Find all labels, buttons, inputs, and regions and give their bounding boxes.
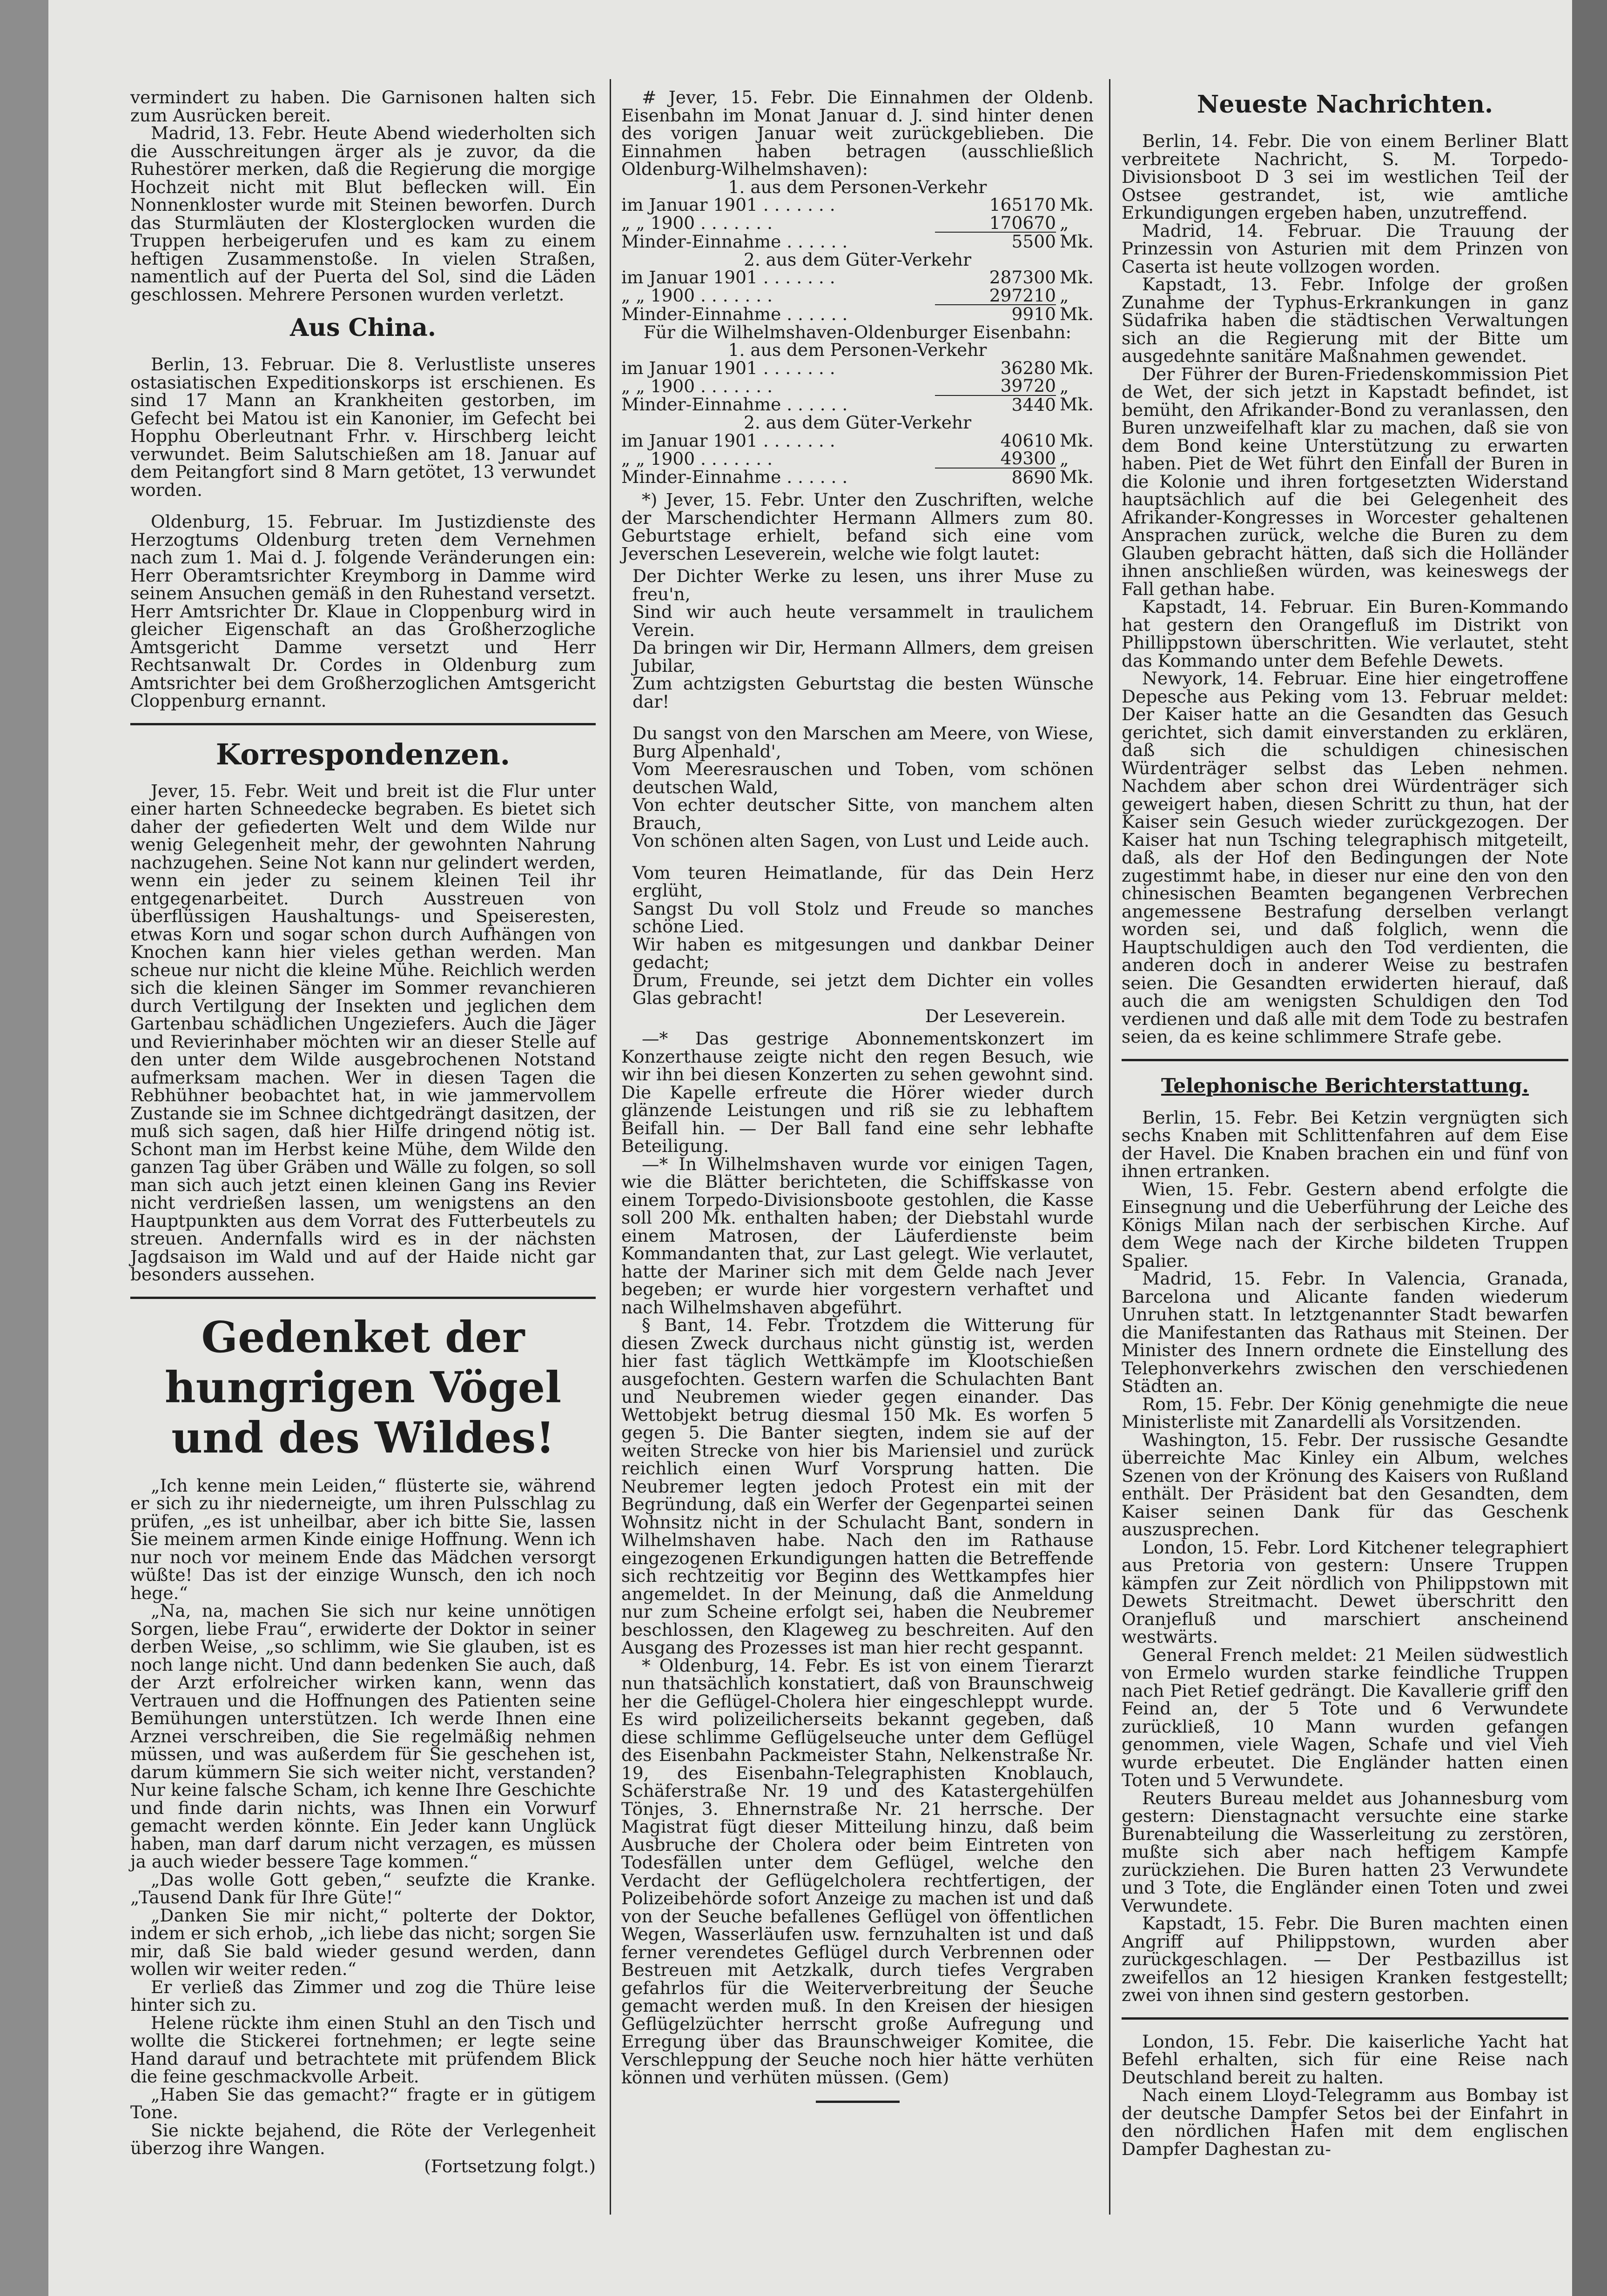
table-value: 297210 xyxy=(989,285,1056,306)
table-value: 39720 xyxy=(1000,375,1056,396)
news-item: Wien, 15. Febr. Gestern abend erfolgte die Einsegnung und die Ueberführung der Leiche des Königs Milan nach der serbischen Kirche. Auf dem Wege nach der Kirche bildeten Truppen Spalier. xyxy=(1122,1178,1568,1271)
poem-line: Sind wir auch heute versammelt in traulichem Verein. xyxy=(632,602,1094,640)
news-item: Nach einem Lloyd-Telegramm aus Bombay ist der deutsche Dampfer Setos bei der Einfahrt in den nördlichen Hafen mit dem englischen Dampfer Daghestan zu- xyxy=(1122,2085,1568,2159)
poem-line: Der Dichter Werke zu lesen, uns ihrer Muse zu freu'n, xyxy=(632,566,1094,604)
story-paragraph: „Danken Sie mir nicht,“ polterte der Doktor, indem er sich erhob, „ich liebe das nicht; sorgen Sie mir, daß Sie bald wieder gesund werden, dann wollen wir weiter reden.“ xyxy=(130,1905,596,1979)
poem xyxy=(632,567,1094,1025)
story-paragraph: Helene rückte ihm einen Stuhl an den Tisch und wollte die Stickerei fortnehmen; er legte seine Hand darauf und betrachtete mit prüfendem Blick die feine geschmackvolle Arbeit. xyxy=(130,2012,596,2087)
news-item: Washington, 15. Febr. Der russische Gesandte überreichte Mac Kinley ein Album, welches Szenen von der Krönung des Kaisers von Rußland enthält. Der Präsident bat den Gesandten, dem Kaiser seinen Dank für das Geschenk auszusprechen. xyxy=(1122,1429,1568,1540)
poem-line: Du sangst von den Marschen am Meere, von Wiese, Burg Alpenhald', xyxy=(632,723,1094,762)
column-rule-1 xyxy=(610,79,611,2215)
section-heading-latest-news: Neueste Nachrichten. xyxy=(1197,90,1493,119)
end-rule xyxy=(816,2101,900,2103)
poem-signature: Der Leseverein. xyxy=(925,1005,1066,1026)
table-label: im Januar 1901 . . . . . . . xyxy=(621,357,835,378)
divider xyxy=(130,1297,596,1299)
news-item: Kapstadt, 14. Februar. Ein Buren-Kommando hat gestern den Orangefluß im Distrikt von Phillippstown überschritten. Wie verlautet, steht das Kommando unter dem Befehle Dewets. xyxy=(1122,596,1568,671)
article-text: —* Das gestrige Abonnementskonzert im Konzerthause zeigte nicht den regen Besuch, wie wir ihn bei diesen Konzerten zu sehen gewohnt sind. Die Kapelle erfreute die Hörer wieder durch glänzende Leistungen und riß sie zu lebhaftem Beifall hin. — Der Ball fand eine sehr lebhafte Beteiligung. xyxy=(621,1028,1094,1156)
table-subheading: Für die Wilhelmshaven-Oldenburger Eisenbahn: xyxy=(643,321,1072,342)
railway-intro: # Jever, 15. Febr. Die Einnahmen der Oldenb. Eisenbahn im Monat Januar d. J. sind hinter denen des vorigen Januar weit zurückgeblieben. Die Einnahmen haben betragen (ausschließlich Oldenburg-Wilhelmshaven): xyxy=(621,87,1094,179)
table-title: 2. aus dem Güter-Verkehr xyxy=(743,412,972,433)
divider xyxy=(130,723,596,725)
section-heading-correspondence: Korrespondenzen. xyxy=(215,737,511,771)
table-value: 9910 xyxy=(935,305,1056,323)
poem-line: Von schönen alten Sagen, von Lust und Leide auch. xyxy=(632,830,1089,851)
story-paragraph: „Na, na, machen Sie sich nur keine unnötigen Sorgen, liebe Frau“, erwiderte der Doktor in seiner derben Weise, „so schlimm, wie Sie glauben, ist es noch lange nicht. Und dann bedenken Sie auch, daß der Arzt erfolreicher wirken kann, wenn das Vertrauen und die Hoffnungen des Patienten seine Bemühungen unterstützen. Ich werde Ihnen eine Arznei verschreiben, die Sie regelmäßig nehmen müssen, und was außerdem für Sie geschehen ist, darum kümmern Sie sich weiter nicht, verstanden? Nur keine falsche Scham, ich kenne Ihre Geschichte und finde darin nichts, was Ihnen ein Vorwurf gemacht werden könnte. Ein Jeder kann Unglück haben, man darf darum nicht verzagen, es müssen ja auch wieder bessere Tage kommen.“ xyxy=(130,1600,596,1872)
column-1 xyxy=(130,88,596,2175)
column-rule-2 xyxy=(1109,79,1110,2215)
table-unit: Mk. xyxy=(1059,430,1094,451)
news-item: Madrid, 14. Februar. Die Trauung der Prinzessin von Asturien mit dem Prinzen von Caserta ist heute vollzogen worden. xyxy=(1122,220,1568,277)
table-label: „ „ 1900 . . . . . . . xyxy=(621,448,773,469)
page-edge-shadow xyxy=(1572,0,1607,2296)
continued-note: (Fortsetzung folgt.) xyxy=(424,2155,596,2176)
table-label: im Januar 1901 . . . . . . . xyxy=(621,194,835,215)
poem-line: Vom Meeresrauschen und Toben, vom schönen deutschen Wald, xyxy=(632,759,1094,797)
table-label: „ „ 1900 . . . . . . . xyxy=(621,285,773,306)
article-china: Berlin, 13. Februar. Die 8. Verlustliste unseres ostasiatischen Expeditionskorps ist erschienen. Es sind 17 Mann an Krankheiten gestorben, im Gefecht bei Matou ist ein Kanonier, im Gefecht bei Hopphu Oberleutnant Frhr. v. Hirschberg leicht verwundet. Beim Salutschießen am 18. Januar auf dem Peitangfort sind 8 Marn getötet, 13 verwundet worden. xyxy=(130,354,596,500)
story-paragraph: Sie nickte bejahend, die Röte der Verlegenheit überzog ihre Wangen. xyxy=(130,2120,596,2158)
table-value: 5500 xyxy=(935,232,1056,251)
poem-line: Vom teuren Heimatlande, für das Dein Herz erglüht, xyxy=(632,862,1094,901)
news-item: Newyork, 14. Februar. Eine hier eingetroffene Depesche aus Peking vom 13. Februar meldet: Der Kaiser hatte an die Gesandten das Gesuch gerichtet, sich damit einverstanden zu erklären, daß sich die schuldigen chinesischen Würdenträger selbst das Leben nehmen. Nachdem aber schon drei Würdenträger sich geweigert haben, diesen Schritt zu thun, hat der Kaiser sein Gesuch wieder zurückgezogen. Der Kaiser hat nun Tsching telegraphisch mitgeteilt, daß, als der Hof den Bedingungen der Note zugestimmt habe, in dieser nur eine den von den chinesischen Beamten begangenen Verbrechen angemessene Bestrafung derselben verlangt worden sei, und daß folglich, wenn die Hauptschuldigen auch den Tod verdienten, die anderen doch in anderer Weise zu bestrafen seien. Die Gesandten erwiderten hierauf, daß auch die am wenigsten Schuldigen den Tod verdienen und daß alle mit dem Tode zu bestrafen seien, da es keine schlimmere Strafe gebe. xyxy=(1122,668,1568,1047)
table-unit: Mk. xyxy=(1059,231,1094,252)
news-item: General French meldet: 21 Meilen südwestlich von Ermelo wurden starke feindliche Truppen nach Piet Retief gedrängt. Die Kavallerie griff den Feind an, der 5 Tote und 6 Verwundete zurückließ, 10 Mann wurden gefangen genommen, viele Wagen, Schafe und viel Vieh wurde erbeutet. Die Engländer hatten einen Toten und 5 Verwundete. xyxy=(1122,1644,1568,1790)
table-unit: Mk. xyxy=(1059,467,1094,487)
poem-line: Drum, Freunde, sei jetzt dem Dichter ein volles Glas gebracht! xyxy=(632,970,1094,1008)
table-unit: „ xyxy=(1059,375,1069,396)
story-paragraph: Er verließ das Zimmer und zog die Thüre leise hinter sich zu. xyxy=(130,1976,596,2015)
table-label: „ „ 1900 . . . . . . . xyxy=(621,375,773,396)
news-item: Kapstadt, 13. Febr. Infolge der großen Zunahme der Typhus-Erkrankungen in ganz Südafrika haben die städtischen Verwaltungen sich an die Regierung mit der Bitte um ausgedehnte sanitäre Maßnahmen gewendet. xyxy=(1122,274,1568,366)
article-text: § Bant, 14. Febr. Trotzdem die Witterung für diesen Zweck durchaus nicht günstig ist, werden hier fast täglich Wettkämpfe im Klootschießen ausgefochten. Gestern warfen die Schulachten Bant und Neubremen wieder gegen einander. Das Wettobjekt betrug diesmal 150 Mk. Es worfen 5 gegen 5. Die Banter siegten, indem sie auf der weiten Strecke von hier bis Mariensiel und zurück reichlich einen Wurf Vorsprung hatten. Die Neubremer legten jedoch Protest ein mit der Begründung, daß ein Werfer der Gegenpartei seinen Wohnsitz nicht in der Schulacht Bant, sondern in Wilhelmshaven habe. Nach den im Rathause eingezogenen Erkundigungen hatten die Betreffende sich rechtzeitig vor Beginn des Wettkampfes hier angemeldet. In der Meinung, daß die Anmeldung nur zum Scheine erfolgt sei, haben die Neubremer beschlossen, den Klageweg zu beschreiten. Auf den Ausgang des Prozesses ist man hier recht gespannt. xyxy=(621,1315,1094,1658)
railway-table-1 xyxy=(621,178,1094,487)
poem-line: Zum achtzigsten Geburtstag die besten Wünsche dar! xyxy=(632,673,1094,712)
table-unit: Mk. xyxy=(1059,394,1094,415)
article-oldenburg: Oldenburg, 15. Februar. Im Justizdienste des Herzogtums Oldenburg treten dem Vernehmen nach zum 1. Mai d. J. folgende Veränderungen ein: Herr Oberamtsrichter Kreymborg in Damme wird seinem Ansuchen gemäß in den Ruhestand versetzt. Herr Amtsrichter Dr. Klaue in Cloppenburg wird in gleicher Eigenschaft an das Großherzogliche Amtsgericht Damme versetzt und Herr Rechtsanwalt Dr. Cordes in Oldenburg zum Amtsrichter bei dem Großherzoglichen Amtsgericht Cloppenburg ernannt. xyxy=(130,511,596,711)
news-item: Berlin, 15. Febr. Bei Ketzin vergnügten sich sechs Knaben mit Schlittenfahren auf dem Eise der Havel. Die Knaben brachen ein und fünf von ihnen ertranken. xyxy=(1122,1107,1568,1181)
article-text: * Oldenburg, 14. Febr. Es ist von einem Tierarzt nun thatsächlich konstatiert, daß von Braunschweig her die Geflügel-Cholera hier eingeschleppt wurde. Es wird polizeilicherseits bekannt gegeben, daß diese schlimme Geflügelseuche unter dem Geflügel des Eisenbahn Packmeister Stahn, Nelkenstraße Nr. 19, des Eisenbahn-Telegraphisten Knoblauch, Schäferstraße Nr. 19 und des Katastergehülfen Tönjes, 3. Ehnernstraße Nr. 21 herrsche. Der Magistrat fügt dieser Mitteilung hinzu, daß beim Ausbruche der Cholera oder beim Eintreten von Todesfällen unter dem Geflügel, welche den Verdacht der Geflügelcholera rechtfertigen, der Polizeibehörde sofort Anzeige zu machen ist und daß von der Seuche befallenes Geflügel von öffentlichen Wegen, Wasserläufen usw. fernzuhalten ist und daß ferner verendetes Geflügel durch Verbrennen oder Bestreuen mit Aetzkalk, durch tiefes Vergraben gefahrlos für die Weiterverbreitung der Seuche gemacht werden muß. In den Kreisen der hiesigen Geflügelzüchter herrscht große Aufregung und Erregung über das Braunschweiger Komitee, die Verschleppung der Seuche noch hier hätte verhüten können und verhüten müssen. (Gem) xyxy=(621,1655,1094,2088)
table-label: Minder-Einnahme . . . . . . xyxy=(621,231,848,252)
table-value: 287300 xyxy=(989,267,1056,288)
table-label: im Januar 1901 . . . . . . . xyxy=(621,267,835,288)
divider xyxy=(1122,1059,1568,1061)
table-label: im Januar 1901 . . . . . . . xyxy=(621,430,835,451)
article-jever: Jever, 15. Febr. Weit und breit ist die Flur unter einer harten Schneedecke begraben. Es bietet sich daher der gefiederten Welt und dem Wilde nur wenig Gelegenheit mehr, der gewohnten Nahrung nachzugehen. Seine Not kann nur gelindert werden, wenn ein jeder zu seinem kleinen Teil ihr entgegenarbeitet. Durch Ausstreuen von überflüssigen Haushaltungs- und Speiseresten, etwas Korn und sogar schon durch Aufhängen von Knochen kann hier vieles gethan werden. Man scheue nur nicht die kleine Mühe. Reichlich werden sich die kleinen Sänger im Sommer revanchieren durch Vertilgung der Insekten und jeglichen dem Gartenbau schädlichen Ungeziefers. Auch die Jäger und Revierinhaber möchten wir an dieser Stelle auf den unter dem Wilde ausgebrochenen Notstand aufmerksam machen. Wer in diesen Tagen die Rebhühner beobachtet hat, in wie jammervollem Zustande sie im Schnee dichtgedrängt dasitzen, der muß sich sagen, daß hier Hilfe dringend nötig ist. Schont man im Herbst keine Mühe, dem Wilde den ganzen Tag über Gräben und Wälle zu folgen, so soll man sich auch jetzt einen kleinen Gang ins Revier nicht verdrießen lassen, um wenigstens an den Hauptpunkten aus dem Vorrat des Futterbeutels zu streuen. Andernfalls wird es in der nächsten Jagdsaison im Wald und auf der Haide nicht gar besonders aussehen. xyxy=(130,780,596,1285)
divider xyxy=(1122,2017,1568,2020)
table-unit: Mk. xyxy=(1059,194,1094,215)
table-title: 2. aus dem Güter-Verkehr xyxy=(743,249,972,270)
table-label: Minder-Einnahme . . . . . . xyxy=(621,394,848,415)
news-item: Berlin, 14. Febr. Die von einem Berliner Blatt verbreitete Nachricht, S. M. Torpedo-Divisionsboot D 3 sei im westlichen Teil der Ostsee gestrandet, ist, wie amtliche Erkundigungen ergeben haben, unzutreffend. xyxy=(1122,131,1568,223)
table-unit: Mk. xyxy=(1059,303,1094,324)
table-label: „ „ 1900 . . . . . . . xyxy=(621,213,773,233)
table-unit: „ xyxy=(1059,285,1069,306)
table-unit: „ xyxy=(1059,213,1069,233)
story-paragraph: „Das wolle Gott geben,“ seufzte die Kranke. „Tausend Dank für Ihre Güte!“ xyxy=(130,1869,596,1908)
news-item: Kapstadt, 15. Febr. Die Buren machten einen Angriff auf Philippstown, wurden aber zurückgeschlagen. — Der Pestbazillus ist zweifellos an 12 hiesigen Kranken festgestellt; zwei von ihnen sind gestern gestorben. xyxy=(1122,1913,1568,2005)
news-item: London, 15. Febr. Die kaiserliche Yacht hat Befehl erhalten, sich für eine Reise nach Deutschland bereit zu halten. xyxy=(1122,2031,1568,2088)
table-label: Minder-Einnahme . . . . . . xyxy=(621,303,848,324)
section-heading-china: Aus China. xyxy=(289,314,437,342)
poem-line: Wir haben es mitgesungen und dankbar Deiner gedacht; xyxy=(632,934,1094,972)
article-text: —* In Wilhelmshaven wurde vor einigen Tagen, wie die Blätter berichteten, die Schiffskasse von einem Torpedo-Divisionsboote gestohlen, die Kasse soll 200 Mk. enthalten haben; der Diebstahl wurde einem Matrosen, der Läuferdienste beim Kommandanten that, zur Last gelegt. Wie verlautet, hatte der Mariner sich mit dem Gelde nach Jever begeben; er wurde hier vorgestern verhaftet und nach Wilhelmshaven abgeführt. xyxy=(621,1153,1094,1318)
column-3 xyxy=(1122,88,1568,2158)
appeal-headline: Gedenket der hungrigen Vögel und des Wildes! xyxy=(164,1312,562,1463)
news-item: London, 15. Febr. Lord Kitchener telegraphiert aus Pretoria von gestern: Unsere Truppen kämpfen zur Zeit nördlich von Philippstown mit Dewets Streitmacht. Dewet überschritt den Oranjefluß und marschiert anscheinend westwärts. xyxy=(1122,1537,1568,1647)
table-unit: Mk. xyxy=(1059,267,1094,288)
table-unit: Mk. xyxy=(1059,357,1094,378)
table-label: Minder-Einnahme . . . . . . xyxy=(621,467,848,487)
table-unit: „ xyxy=(1059,448,1069,469)
news-item: Madrid, 15. Febr. In Valencia, Granada, Barcelona und Alicante fanden wiederum Unruhen statt. In letztgenannter Stadt bewarfen die Manifestanten das Rathaus mit Steinen. Der Minister des Innern ordnete die Einstellung des Telephonverkehrs zwischen den verschiedenen Städten an. xyxy=(1122,1268,1568,1396)
poem-line: Sangst Du voll Stolz und Freude so manches schöne Lied. xyxy=(632,898,1094,937)
column-2 xyxy=(621,88,1094,2103)
table-value: 165170 xyxy=(989,194,1056,215)
poem-line: Da bringen wir Dir, Hermann Allmers, dem greisen Jubilar, xyxy=(632,637,1094,676)
article-text: Madrid, 13. Febr. Heute Abend wiederholten sich die Ausschreitungen ärger als je zuvor, da die Ruhestörer merken, daß die Regierung die morgige Hochzeit nicht mit Blut beflecken will. Ein Nonnenkloster wurde mit Steinen beworfen. Durch das Sturmläuten der Klosterglocken wurden die Truppen herbeigerufen und es kam zu einem heftigen Zusammenstoße. In vielen Straßen, namentlich auf der Puerta del Sol, sind die Läden geschlossen. Mehrere Personen wurden verletzt. xyxy=(130,123,596,305)
section-heading-telephone: Telephonische Berichterstattung. xyxy=(1161,1074,1529,1097)
table-title: 1. aus dem Personen-Verkehr xyxy=(728,176,987,197)
story-paragraph: „Haben Sie das gemacht?“ fragte er in gütigem Tone. xyxy=(130,2084,596,2122)
table-value: 8690 xyxy=(935,468,1056,487)
table-value: 40610 xyxy=(1000,430,1056,451)
table-value: 49300 xyxy=(1000,448,1056,469)
poem-line: Von echter deutscher Sitte, von manchem alten Brauch, xyxy=(632,795,1094,833)
story-paragraph: „Ich kenne mein Leiden,“ flüsterte sie, während er sich zu ihr niederneigte, um ihren Pulsschlag zu prüfen, „es ist unheilbar, aber ich bitte Sie, lassen Sie meinem armen Kinde einige Hoffnung. Wenn ich nur noch vor meinem Ende das Mädchen versorgt wüßte! Das ist der einzige Wunsch, den ich noch hege.“ xyxy=(130,1475,596,1603)
article-allmers: *) Jever, 15. Febr. Unter den Zuschriften, welche der Marschendichter Hermann Allmers zum 80. Geburtstage erhielt, befand sich eine vom Jeverschen Leseverein, welche wie folgt lautet: xyxy=(621,489,1094,564)
news-item: Reuters Bureau meldet aus Johannesburg vom gestern: Dienstagnacht versuchte eine starke Burenabteilung die Wasserleitung zu zerstören, mußte sich aber nach heftigem Kampfe zurückziehen. Die Buren hatten 23 Verwundete und 3 Tote, die Engländer einen Toten und zwei Verwundete. xyxy=(1122,1787,1568,1916)
news-item: Der Führer der Buren-Friedenskommission Piet de Wet, der sich jetzt in Kapstadt befindet, ist bemüht, den Afrikander-Bond zu veranlassen, den Buren unzweifelhaft klar zu machen, daß sie von dem Bond keine Unterstützung zu erwarten haben. Piet de Wet führt den Einfall der Buren in die Kolonie und ihren fortgesetzten Widerstand hauptsächlich auf die bei Gelegenheit des Afrikander-Kongresses in Worcester gehaltenen Ansprachen zurück, welche die Buren zu dem Glauben gebracht hätten, daß sich die Holländer ihnen anschließen würden, was keineswegs der Fall gethan habe. xyxy=(1122,363,1568,599)
article-text: vermindert zu haben. Die Garnisonen halten sich zum Ausrücken bereit. xyxy=(130,87,596,126)
table-value: 3440 xyxy=(935,395,1056,414)
table-title: 1. aus dem Personen-Verkehr xyxy=(728,340,987,360)
news-item: Rom, 15. Febr. Der König genehmigte die neue Ministerliste mit Zanardelli als Vorsitzenden. xyxy=(1122,1393,1568,1432)
table-value: 170670 xyxy=(989,212,1056,233)
table-value: 36280 xyxy=(1000,357,1056,378)
